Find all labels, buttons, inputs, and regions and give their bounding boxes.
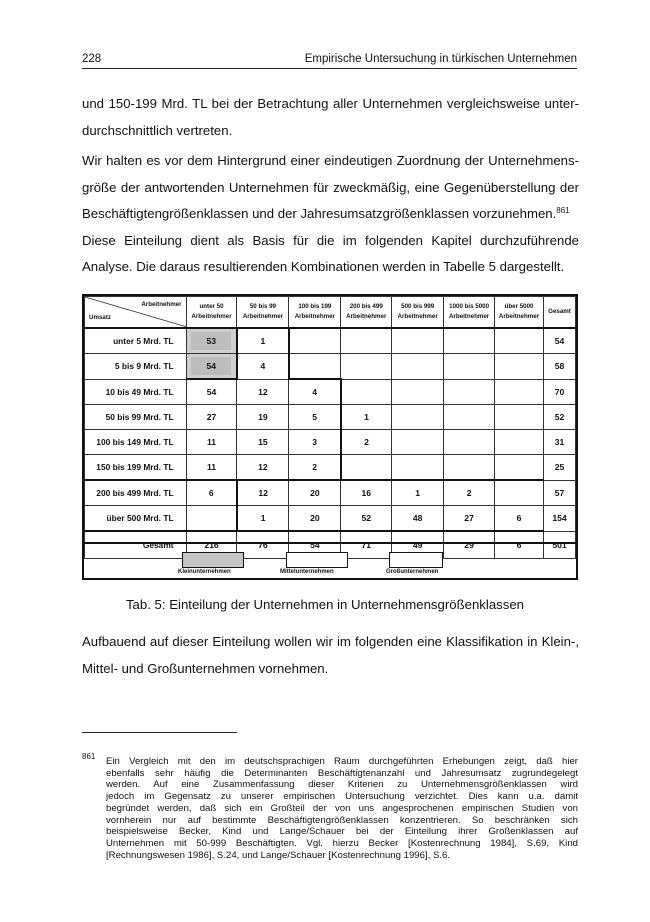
table-cell bbox=[444, 455, 495, 481]
corner-label-employees: Arbeitnehmer bbox=[141, 301, 182, 308]
row-total-cell: 70 bbox=[543, 379, 575, 405]
table-cell: 11 bbox=[186, 430, 237, 455]
table-cell: 1 bbox=[392, 480, 444, 506]
column-header: über 5000 Arbeitnehmer bbox=[495, 297, 544, 329]
table-row bbox=[85, 480, 576, 506]
table-cell: 11 bbox=[186, 455, 237, 481]
table-cell bbox=[495, 455, 544, 481]
table-cell: 2 bbox=[341, 430, 392, 455]
table-cell: 1 bbox=[237, 328, 289, 354]
footnote-line: vornherein nur auf bestimmte Beschäftigtengrößenklassen konzentrieren. So beschränken sich bbox=[106, 814, 578, 826]
table-cell: 20 bbox=[289, 506, 341, 532]
table-body bbox=[85, 328, 576, 559]
legend-label-large: Großunternehmen bbox=[386, 569, 439, 575]
row-total-cell: 52 bbox=[543, 405, 575, 430]
legend-label-medium: Mittelunternehmen bbox=[280, 569, 334, 575]
column-header: 1000 bis 5000 Arbeitnehmer bbox=[444, 297, 495, 329]
row-total-cell: 501 bbox=[543, 531, 575, 559]
table-cell: 12 bbox=[237, 379, 289, 405]
table-cell: 5 bbox=[289, 405, 341, 430]
running-title: Empirische Untersuchung in türkischen Unternehmen bbox=[304, 53, 577, 65]
column-header-total: Gesamt bbox=[543, 297, 575, 329]
table-row bbox=[85, 354, 576, 380]
table-cell: 20 bbox=[289, 480, 341, 506]
footnote-line: jedoch im Gegensatz zu unserer empirischen Untersuchung verzichtet. Dies kann u.a. damit bbox=[106, 791, 578, 803]
row-total-cell: 54 bbox=[543, 328, 575, 354]
table-row bbox=[85, 506, 576, 532]
table-cell: 1 bbox=[341, 405, 392, 430]
table-cell bbox=[341, 455, 392, 481]
intro-paragraph bbox=[82, 91, 579, 144]
table-cell: 19 bbox=[237, 405, 289, 430]
table-cell bbox=[341, 328, 392, 354]
row-total-cell: 154 bbox=[543, 506, 575, 532]
text-line: durchschnittlich vertreten. bbox=[82, 122, 233, 138]
column-header: 500 bis 999 Arbeitnehmer bbox=[392, 297, 444, 329]
footnote-line: begründet werden, daß sich ein Großteil der von uns angesprochenen empirischen Studien von bbox=[106, 802, 578, 814]
table-cell: 29 bbox=[444, 531, 495, 559]
table-header-row bbox=[85, 297, 576, 329]
legend-swatch-medium bbox=[286, 552, 348, 568]
row-total-cell: 31 bbox=[543, 430, 575, 455]
table-cell bbox=[341, 379, 392, 405]
table-cell bbox=[392, 379, 444, 405]
text-line: Mittel- und Großunternehmen vornehmen. bbox=[82, 660, 329, 676]
text-line: Wir halten es vor dem Hintergrund einer eindeutigen Zuordnung der Unternehmens- bbox=[82, 153, 579, 168]
table-cell bbox=[444, 354, 495, 380]
size-class-table bbox=[82, 294, 578, 580]
footnote-text bbox=[106, 756, 578, 861]
row-label: 5 bis 9 Mrd. TL bbox=[85, 354, 187, 380]
table-cell: 216 bbox=[186, 531, 237, 559]
table-cell bbox=[495, 354, 544, 380]
row-label: unter 5 Mrd. TL bbox=[85, 328, 187, 354]
table-cell bbox=[444, 430, 495, 455]
text-line: Aufbauend auf dieser Einteilung wollen wir im folgenden eine Klassifikation in Klein-, bbox=[82, 634, 579, 649]
table-row bbox=[85, 430, 576, 455]
table-cell: 27 bbox=[444, 506, 495, 532]
table-cell bbox=[186, 354, 237, 380]
table-caption: Tab. 5: Einteilung der Unternehmen in Unternehmensgrößenklassen bbox=[125, 597, 525, 612]
highlighted-value: 54 bbox=[191, 357, 231, 375]
row-label: Gesamt bbox=[85, 531, 187, 559]
table-cell bbox=[495, 480, 544, 506]
table-cell: 1 bbox=[237, 506, 289, 532]
footnote-separator bbox=[82, 732, 237, 733]
table-row bbox=[85, 328, 576, 354]
table-cell: 15 bbox=[237, 430, 289, 455]
table-cell bbox=[186, 506, 237, 532]
footnote-line: Ein Vergleich mit den im deutschsprachigen Raum durchgeführten Erhebungen zeigt, daß hier bbox=[106, 756, 578, 767]
table-cell: 54 bbox=[289, 531, 341, 559]
table-cell: 71 bbox=[341, 531, 392, 559]
table-cell: 52 bbox=[341, 506, 392, 532]
column-header: 200 bis 499 Arbeitnehmer bbox=[341, 297, 392, 329]
text-fragment: Beschäftigtengrößenklassen und der Jahresumsatzgrößenklassen vorzunehmen. bbox=[82, 206, 557, 221]
text-line: und 150-199 Mrd. TL bei der Betrachtung aller Unternehmen vergleichsweise unter- bbox=[82, 96, 579, 111]
table-cell: 3 bbox=[289, 430, 341, 455]
footnote-line: Unternehmen mit 50-999 Beschäftigten. Vgl. hierzu Becker [Kostenrechnung 1984], S.69, Kind bbox=[106, 837, 578, 849]
row-label: über 500 Mrd. TL bbox=[85, 506, 187, 532]
table-cell: 2 bbox=[444, 480, 495, 506]
table-cell bbox=[444, 405, 495, 430]
corner-header-cell bbox=[85, 297, 187, 329]
body-paragraph bbox=[82, 148, 579, 281]
table-cell: 48 bbox=[392, 506, 444, 532]
row-label: 10 bis 49 Mrd. TL bbox=[85, 379, 187, 405]
legend-label-small: Kleinunternehmen bbox=[178, 569, 231, 575]
table-cell bbox=[392, 405, 444, 430]
table-cell: 27 bbox=[186, 405, 237, 430]
highlighted-value: 53 bbox=[191, 332, 231, 350]
table-cell bbox=[495, 328, 544, 354]
table-grid bbox=[84, 296, 576, 559]
text-line: größe der antwortenden Unternehmen für zweckmäßig, eine Gegenüberstellung der bbox=[82, 179, 579, 195]
text-line: Diese Einteilung dient als Basis für die im folgenden Kapitel durchzuführende bbox=[82, 232, 579, 248]
table-cell: 12 bbox=[237, 480, 289, 506]
table-cell: 4 bbox=[289, 379, 341, 405]
table-cell bbox=[392, 430, 444, 455]
footnote-line: beispielsweise Becker, Kind und Lange/Schauer bei der Einteilung ihrer Großenklassen auf bbox=[106, 826, 578, 838]
corner-label-revenue: Umsatz bbox=[89, 314, 112, 321]
column-header: 50 bis 99 Arbeitnehmer bbox=[237, 297, 289, 329]
row-label: 150 bis 199 Mrd. TL bbox=[85, 455, 187, 481]
row-label: 100 bis 149 Mrd. TL bbox=[85, 430, 187, 455]
row-total-cell: 57 bbox=[543, 480, 575, 506]
table-cell: 54 bbox=[186, 379, 237, 405]
table-cell: 6 bbox=[186, 480, 237, 506]
table-cell: 4 bbox=[237, 354, 289, 380]
row-total-cell: 25 bbox=[543, 455, 575, 481]
table-legend bbox=[84, 542, 576, 580]
table-cell bbox=[392, 455, 444, 481]
table-cell bbox=[444, 328, 495, 354]
table-cell bbox=[186, 328, 237, 354]
page-number: 228 bbox=[82, 53, 102, 65]
table-cell: 16 bbox=[341, 480, 392, 506]
table-cell bbox=[392, 354, 444, 380]
footnote-line: ebenfalls sehr häufig die Determinanten Beschäftigtenanzahl und Jahresumsatz zugrundegelegt bbox=[106, 767, 578, 779]
table-cell bbox=[289, 328, 341, 354]
row-total-cell: 58 bbox=[543, 354, 575, 380]
table-cell bbox=[495, 405, 544, 430]
column-header: 100 bis 199 Arbeitnehmer bbox=[289, 297, 341, 329]
table-row bbox=[85, 379, 576, 405]
table-cell: 2 bbox=[289, 455, 341, 481]
row-label: 50 bis 99 Mrd. TL bbox=[85, 405, 187, 430]
table-cell bbox=[392, 328, 444, 354]
footnote-line: [Rechnungswesen 1986], S.24, und Lange/Schauer [Kostenrechnung 1996], S.6. bbox=[106, 849, 451, 861]
footnote-line: werden. Auf eine Zusammenfassung dieser Kriterien zu Unternehmensgrößenklassen wird bbox=[106, 779, 578, 791]
table-cell bbox=[495, 430, 544, 455]
table-cell bbox=[341, 354, 392, 380]
footnote-number: 861 bbox=[82, 752, 96, 761]
table-cell: 6 bbox=[495, 506, 544, 532]
closing-paragraph bbox=[82, 629, 579, 682]
legend-swatch-small bbox=[182, 552, 244, 568]
column-header: unter 50 Arbeitnehmer bbox=[186, 297, 237, 329]
table-cell: 76 bbox=[237, 531, 289, 559]
table-cell bbox=[444, 379, 495, 405]
legend-swatch-large bbox=[389, 552, 443, 568]
table-row bbox=[85, 405, 576, 430]
table-cell bbox=[495, 379, 544, 405]
header-rule bbox=[82, 68, 577, 69]
table-cell: 12 bbox=[237, 455, 289, 481]
table-cell: 6 bbox=[495, 531, 544, 559]
table-cell bbox=[289, 354, 341, 380]
text-line: Analyse. Die daraus resultierenden Kombinationen werden in Tabelle 5 dargestellt. bbox=[82, 259, 565, 274]
text-line bbox=[82, 201, 579, 228]
table-row bbox=[85, 455, 576, 481]
row-label: 200 bis 499 Mrd. TL bbox=[85, 480, 187, 506]
footnote-reference[interactable]: 861 bbox=[556, 206, 570, 215]
table-cell: 49 bbox=[392, 531, 444, 559]
